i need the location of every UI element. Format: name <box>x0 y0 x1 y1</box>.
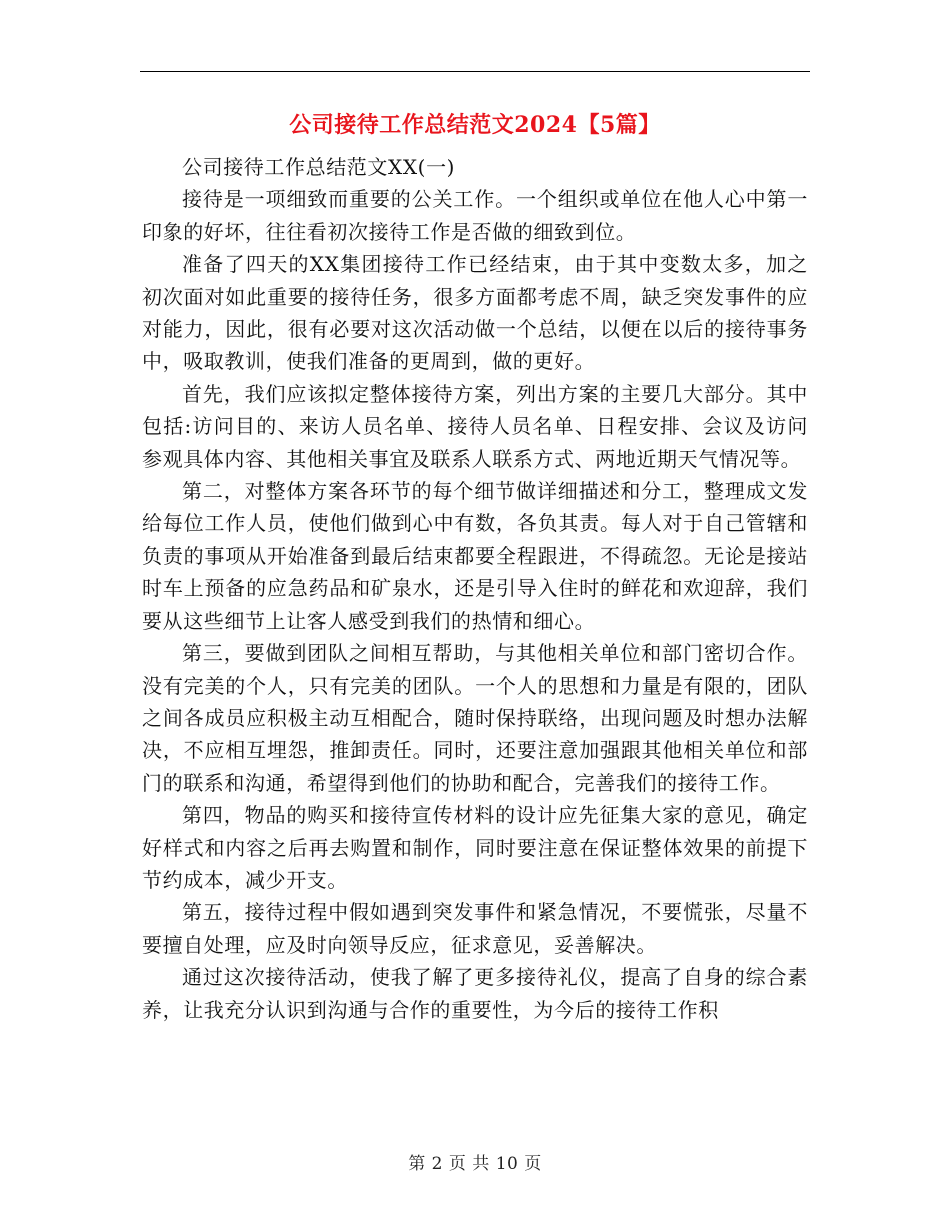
page-number-label: 第 2 页 共 10 页 <box>408 1154 542 1174</box>
paragraph-6: 第四，物品的购买和接待宣传材料的设计应先征集大家的意见，确定好样式和内容之后再去购置和制作，同时要注意在保证整体效果的前提下节约成本，减少开支。 <box>142 803 808 892</box>
paragraph-8: 通过这次接待活动，使我了解了更多接待礼仪，提高了自身的综合素养，让我充分认识到沟通与合作的重要性，为今后的接待工作积 <box>142 965 808 1022</box>
paragraph-2: 准备了四天的XX集团接待工作已经结束，由于其中变数太多，加之初次面对如此重要的接待任务，很多方面都考虑不周，缺乏突发事件的应对能力，因此，很有必要对这次活动做一个总结，以便在以后的接待事务中，吸取教训，使我们准备的更周到，做的更好。 <box>142 252 808 374</box>
paragraph-1: 接待是一项细致而重要的公关工作。一个组织或单位在他人心中第一印象的好坏，往往看初次接待工作是否做的细致到位。 <box>142 187 808 244</box>
section-heading: 公司接待工作总结范文XX(一) <box>182 155 456 179</box>
header-rule <box>140 71 810 72</box>
paragraph-3: 首先，我们应该拟定整体接待方案，列出方案的主要几大部分。其中包括:访问目的、来访人员名单、接待人员名单、日程安排、会议及访问参观具体内容、其他相关事宜及联系人联系方式、两地近期天气情况等。 <box>142 381 809 471</box>
document-body <box>142 151 808 1026</box>
paragraph-7: 第五，接待过程中假如遇到突发事件和紧急情况，不要慌张，尽量不要擅自处理，应及时向领导反应，征求意见，妥善解决。 <box>142 900 808 957</box>
page-footer <box>140 1152 810 1176</box>
document-title: 公司接待工作总结范文2024【5篇】 <box>289 112 661 138</box>
paragraph-4: 第二，对整体方案各环节的每个细节做详细描述和分工，整理成文发给每位工作人员，使他们做到心中有数，各负其责。每人对于自己管辖和负责的事项从开始准备到最后结束都要全程跟进，不得疏忽。无论是接站时车上预备的应急药品和矿泉水，还是引导入住时的鲜花和欢迎辞，我们要从这些细节上让客人感受到我们的热情和细心。 <box>142 479 808 633</box>
paragraph-5: 第三，要做到团队之间相互帮助，与其他相关单位和部门密切合作。没有完美的个人，只有完美的团队。一个人的思想和力量是有限的，团队之间各成员应积极主动互相配合，随时保持联络，出现问题及时想办法解决，不应相互埋怨，推卸责任。同时，还要注意加强跟其他相关单位和部门的联系和沟通，希望得到他们的协助和配合，完善我们的接待工作。 <box>142 641 808 795</box>
